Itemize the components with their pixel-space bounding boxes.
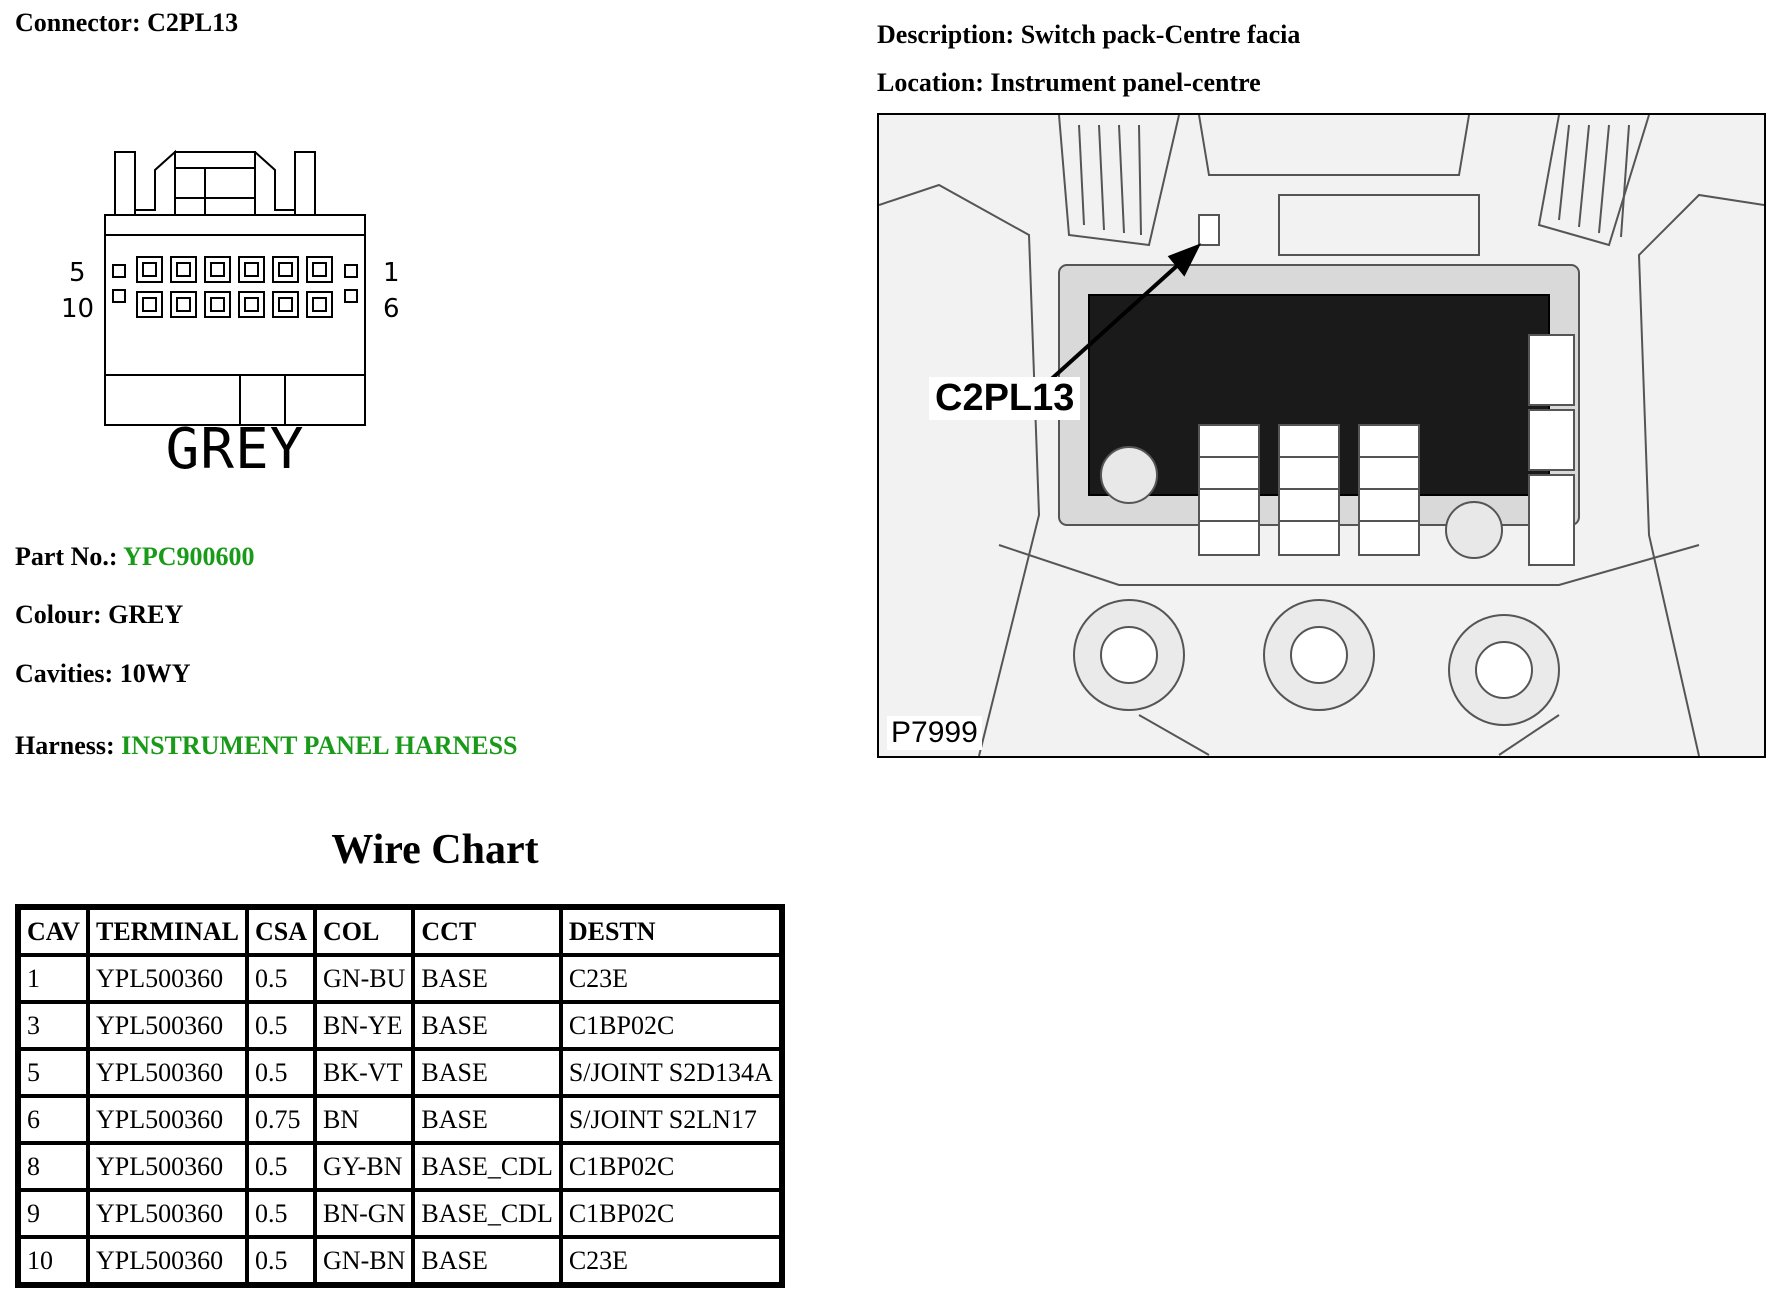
connector-face-diagram	[55, 140, 415, 480]
destn-cell: C1BP02C	[562, 1191, 780, 1236]
figure-id-label: P7999	[887, 716, 982, 750]
table-row	[20, 956, 780, 1001]
terminal-cell: YPL500360	[89, 1191, 246, 1236]
column-header-cav: CAV	[20, 909, 87, 954]
table-row	[20, 1003, 780, 1048]
destn-cell: C1BP02C	[562, 1003, 780, 1048]
diagram-colour-label: GREY	[165, 417, 305, 480]
col-cell: BN-YE	[316, 1003, 412, 1048]
harness-label: Harness:	[15, 731, 115, 760]
csa-cell: 0.5	[248, 1144, 314, 1189]
csa-cell: 0.5	[248, 1238, 314, 1283]
destn-cell: S/JOINT S2LN17	[562, 1097, 780, 1142]
description-value: Switch pack-Centre facia	[1020, 20, 1301, 49]
terminal-cell: YPL500360	[89, 1238, 246, 1283]
cav-cell: 9	[20, 1191, 87, 1236]
cct-cell: BASE	[414, 1003, 559, 1048]
cav-cell: 10	[20, 1238, 87, 1283]
destn-cell: C1BP02C	[562, 1144, 780, 1189]
csa-cell: 0.5	[248, 1003, 314, 1048]
wire-chart-table	[15, 904, 785, 1288]
terminal-cell: YPL500360	[89, 1050, 246, 1095]
table-row	[20, 1238, 780, 1283]
table-row	[20, 1050, 780, 1095]
part-no-link[interactable]: YPC900600	[123, 542, 255, 571]
harness-link[interactable]: INSTRUMENT PANEL HARNESS	[121, 731, 518, 760]
location-illustration	[877, 113, 1766, 758]
csa-cell: 0.75	[248, 1097, 314, 1142]
colour-field	[15, 600, 183, 630]
colour-value: GREY	[108, 600, 184, 629]
terminal-cell: YPL500360	[89, 1097, 246, 1142]
location-value: Instrument panel-centre	[990, 68, 1261, 97]
terminal-cell: YPL500360	[89, 956, 246, 1001]
terminal-cell: YPL500360	[89, 1003, 246, 1048]
connector-label: Connector:	[15, 8, 141, 37]
table-row	[20, 1191, 780, 1236]
column-header-csa: CSA	[248, 909, 314, 954]
cav-cell: 8	[20, 1144, 87, 1189]
dashboard-line-art	[879, 115, 1764, 756]
description-label: Description:	[877, 20, 1015, 49]
cav-cell: 6	[20, 1097, 87, 1142]
connector-value: C2PL13	[147, 8, 239, 37]
location-label: Location:	[877, 68, 984, 97]
cct-cell: BASE	[414, 1238, 559, 1283]
col-cell: GY-BN	[316, 1144, 412, 1189]
column-header-cct: CCT	[414, 909, 559, 954]
column-header-col: COL	[316, 909, 412, 954]
column-header-terminal: TERMINAL	[89, 909, 246, 954]
table-row	[20, 1144, 780, 1189]
cavities-label: Cavities:	[15, 659, 114, 688]
destn-cell: C23E	[562, 1238, 780, 1283]
column-header-destn: DESTN	[562, 909, 780, 954]
wire-chart-title: Wire Chart	[331, 827, 539, 873]
cct-cell: BASE_CDL	[414, 1191, 559, 1236]
cct-cell: BASE	[414, 1050, 559, 1095]
description-field	[877, 20, 1300, 50]
cct-cell: BASE	[414, 956, 559, 1001]
csa-cell: 0.5	[248, 956, 314, 1001]
cav-cell: 1	[20, 956, 87, 1001]
cav-cell: 3	[20, 1003, 87, 1048]
part-no-field	[15, 542, 255, 572]
pin-label-6: 6	[383, 294, 400, 324]
csa-cell: 0.5	[248, 1050, 314, 1095]
cavities-field	[15, 659, 190, 689]
connector-field	[15, 8, 238, 38]
part-no-label: Part No.:	[15, 542, 118, 571]
location-field	[877, 68, 1261, 98]
col-cell: GN-BU	[316, 956, 412, 1001]
destn-cell: S/JOINT S2D134A	[562, 1050, 780, 1095]
col-cell: BN	[316, 1097, 412, 1142]
cav-cell: 5	[20, 1050, 87, 1095]
destn-cell: C23E	[562, 956, 780, 1001]
pin-label-10: 10	[61, 294, 95, 324]
table-header-row	[20, 909, 780, 954]
csa-cell: 0.5	[248, 1191, 314, 1236]
pin-label-1: 1	[383, 258, 400, 288]
cct-cell: BASE_CDL	[414, 1144, 559, 1189]
pin-label-5: 5	[69, 258, 86, 288]
cavities-value: 10WY	[119, 659, 191, 688]
connector-callout-label: C2PL13	[929, 377, 1080, 420]
harness-field	[15, 731, 518, 761]
terminal-cell: YPL500360	[89, 1144, 246, 1189]
colour-label: Colour:	[15, 600, 102, 629]
col-cell: BK-VT	[316, 1050, 412, 1095]
table-row	[20, 1097, 780, 1142]
col-cell: GN-BN	[316, 1238, 412, 1283]
cct-cell: BASE	[414, 1097, 559, 1142]
col-cell: BN-GN	[316, 1191, 412, 1236]
